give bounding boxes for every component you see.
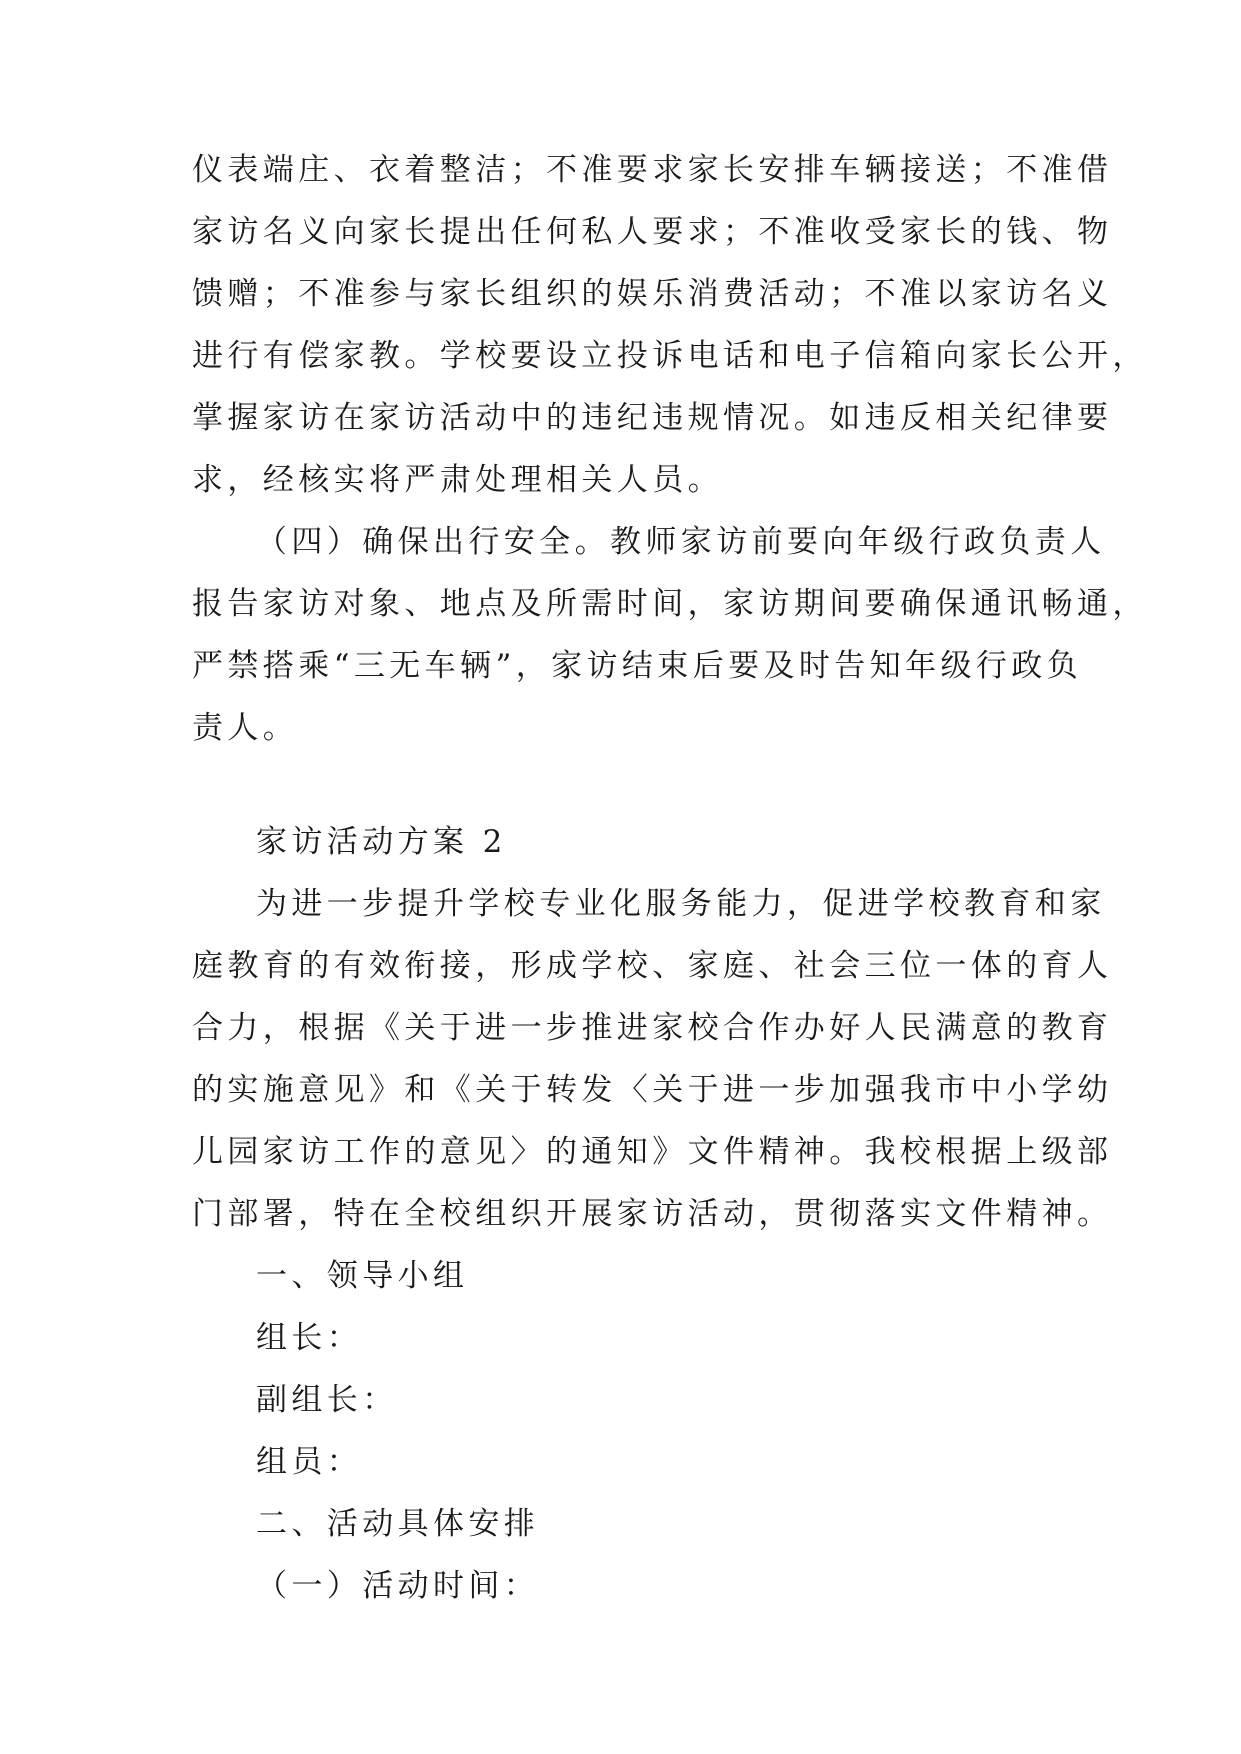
paragraph-line: 进行有偿家教。学校要设立投诉电话和电子信箱向家长公开， [192,338,1148,374]
paragraph-line: 馈赠；不准参与家长组织的娱乐消费活动；不准以家访名义 [192,276,1113,312]
paragraph-line: 儿园家访工作的意见〉的通知》文件精神。我校根据上级部 [192,1134,1113,1170]
subsection-heading-1: （一）活动时间： [256,1568,540,1604]
plan-title: 家访活动方案 2 [256,824,507,860]
paragraph-line: 的实施意见》和《关于转发〈关于进一步加强我市中小学幼 [192,1072,1113,1108]
section-heading-1: 一、领导小组 [256,1258,469,1294]
section-heading-4: （四）确保出行安全。教师家访前要向年级行政负责人 [256,524,1106,560]
paragraph-line: 严禁搭乘“三无车辆”，家访结束后要及时告知年级行政负 [192,648,1083,684]
paragraph-line: 为进一步提升学校专业化服务能力，促进学校教育和家 [256,886,1106,922]
paragraph-line: 责人。 [192,710,299,746]
paragraph-line: 合力，根据《关于进一步推进家校合作办好人民满意的教育 [192,1010,1113,1046]
group-leader-label: 组长： [256,1320,363,1356]
members-label: 组员： [256,1444,363,1480]
paragraph-line: 庭教育的有效衔接，形成学校、家庭、社会三位一体的育人 [192,948,1113,984]
deputy-leader-label: 副组长： [256,1382,398,1418]
paragraph-line: 家访名义向家长提出任何私人要求；不准收受家长的钱、物 [192,214,1113,250]
paragraph-line: 门部署，特在全校组织开展家访活动，贯彻落实文件精神。 [192,1196,1113,1232]
paragraph-line: 仪表端庄、衣着整洁；不准要求家长安排车辆接送；不准借 [192,152,1113,188]
paragraph-line: 报告家访对象、地点及所需时间，家访期间要确保通讯畅通， [192,586,1148,622]
paragraph-line: 掌握家访在家访活动中的违纪违规情况。如违反相关纪律要 [192,400,1113,436]
section-heading-2: 二、活动具体安排 [256,1506,540,1542]
paragraph-line: 求，经核实将严肃处理相关人员。 [192,462,723,498]
